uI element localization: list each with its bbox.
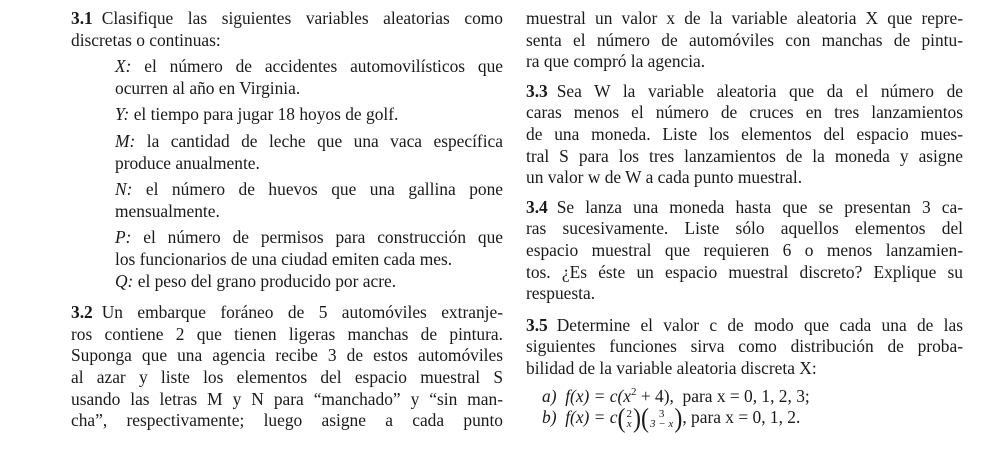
exercise-line: 3.1 Clasifique las siguientes variables aleatorias como: [71, 8, 503, 28]
formula-item-a: a) $f(x) = c(x^2 + 4)$, para x = 0, 1, 2, 3;: [542, 385, 810, 406]
variable-item-x: X: el número de accidentes automovilísticos que ocurren al año en Virginia.: [115, 56, 503, 98]
formula-item-b: b) f(x) = c ( 2 x ) ( 3 3 − x ) , para x = 0, 1, 2.: [542, 403, 801, 434]
exercise-number: 3.3: [526, 80, 548, 101]
exercise-3-3: 3.3 Sea W la variable aleatoria que da el número de caras menos el número de cruces en tres lanzamientos de una moneda. Liste los elementos del espacio mues- tral S para los tres lanzamientos de la moneda y asigne un valor w de W a cada punto muestral.: [526, 80, 963, 188]
variable-item-q: Q: el peso del grano producido por acre.: [115, 270, 397, 291]
variable-item-n: N: el número de huevos que una gallina pone mensualmente.: [115, 179, 503, 221]
exercise-3-5: 3.5 Determine el valor c de modo que cada una de las siguientes funciones sirva como distribución de proba- bilidad de la variable aleatoria discreta X: a) $f(x) = c(x^2 + 4)$, para x = 0, 1, 2, 3; b) f(x) = c ( 2 x ) ( 3 3 − x ) , para x = 0, 1, 2.: [526, 314, 963, 434]
binomial-coefficient: ( 3 3 − x ): [641, 403, 683, 434]
variable-item-p: P: el número de permisos para construcción que los funcionarios de una ciudad emiten cada mes.: [115, 227, 503, 269]
exercise-3-2: 3.2 Un embarque foráneo de 5 automóviles extranje- ros contiene 2 que tienen ligeras manchas de pintura. Suponga que una agencia recibe 3 de estos automóviles al azar y liste los elementos del espacio muestral S usando las letras M y N para “manchado” y “sin man- cha”, respectivamente; luego asigne a cada punto: [71, 302, 503, 431]
exercise-3-2-continued: muestral un valor x de la variable aleatoria X que repre- senta el número de automóviles con manchas de pintu- ra que compró la agencia.: [526, 8, 963, 72]
exercise-number: 3.1: [71, 8, 93, 28]
left-column: [71, 8, 503, 432]
binomial-coefficient: ( 2 x ): [617, 403, 641, 434]
exercise-number: 3.2: [71, 302, 93, 323]
exercise-number: 3.5: [526, 314, 548, 335]
variable-item-y: Y: el tiempo para jugar 18 hoyos de golf.: [115, 104, 399, 125]
variable-list: [71, 56, 503, 292]
exercise-number: 3.4: [526, 196, 548, 217]
exercise-line: discretas o continuas:: [71, 29, 221, 50]
exercise-3-4: 3.4 Se lanza una moneda hasta que se presentan 3 ca- ras sucesivamente. Liste sólo aquellos elementos del espacio muestral que requieren 6 o menos lanzamien- tos. ¿Es éste un espacio muestral discreto? Explique su respuesta.: [526, 196, 963, 304]
right-column: [526, 8, 963, 434]
variable-item-m: M: la cantidad de leche que una vaca específica produce anualmente.: [115, 130, 503, 173]
exercise-3-1: [71, 8, 503, 51]
